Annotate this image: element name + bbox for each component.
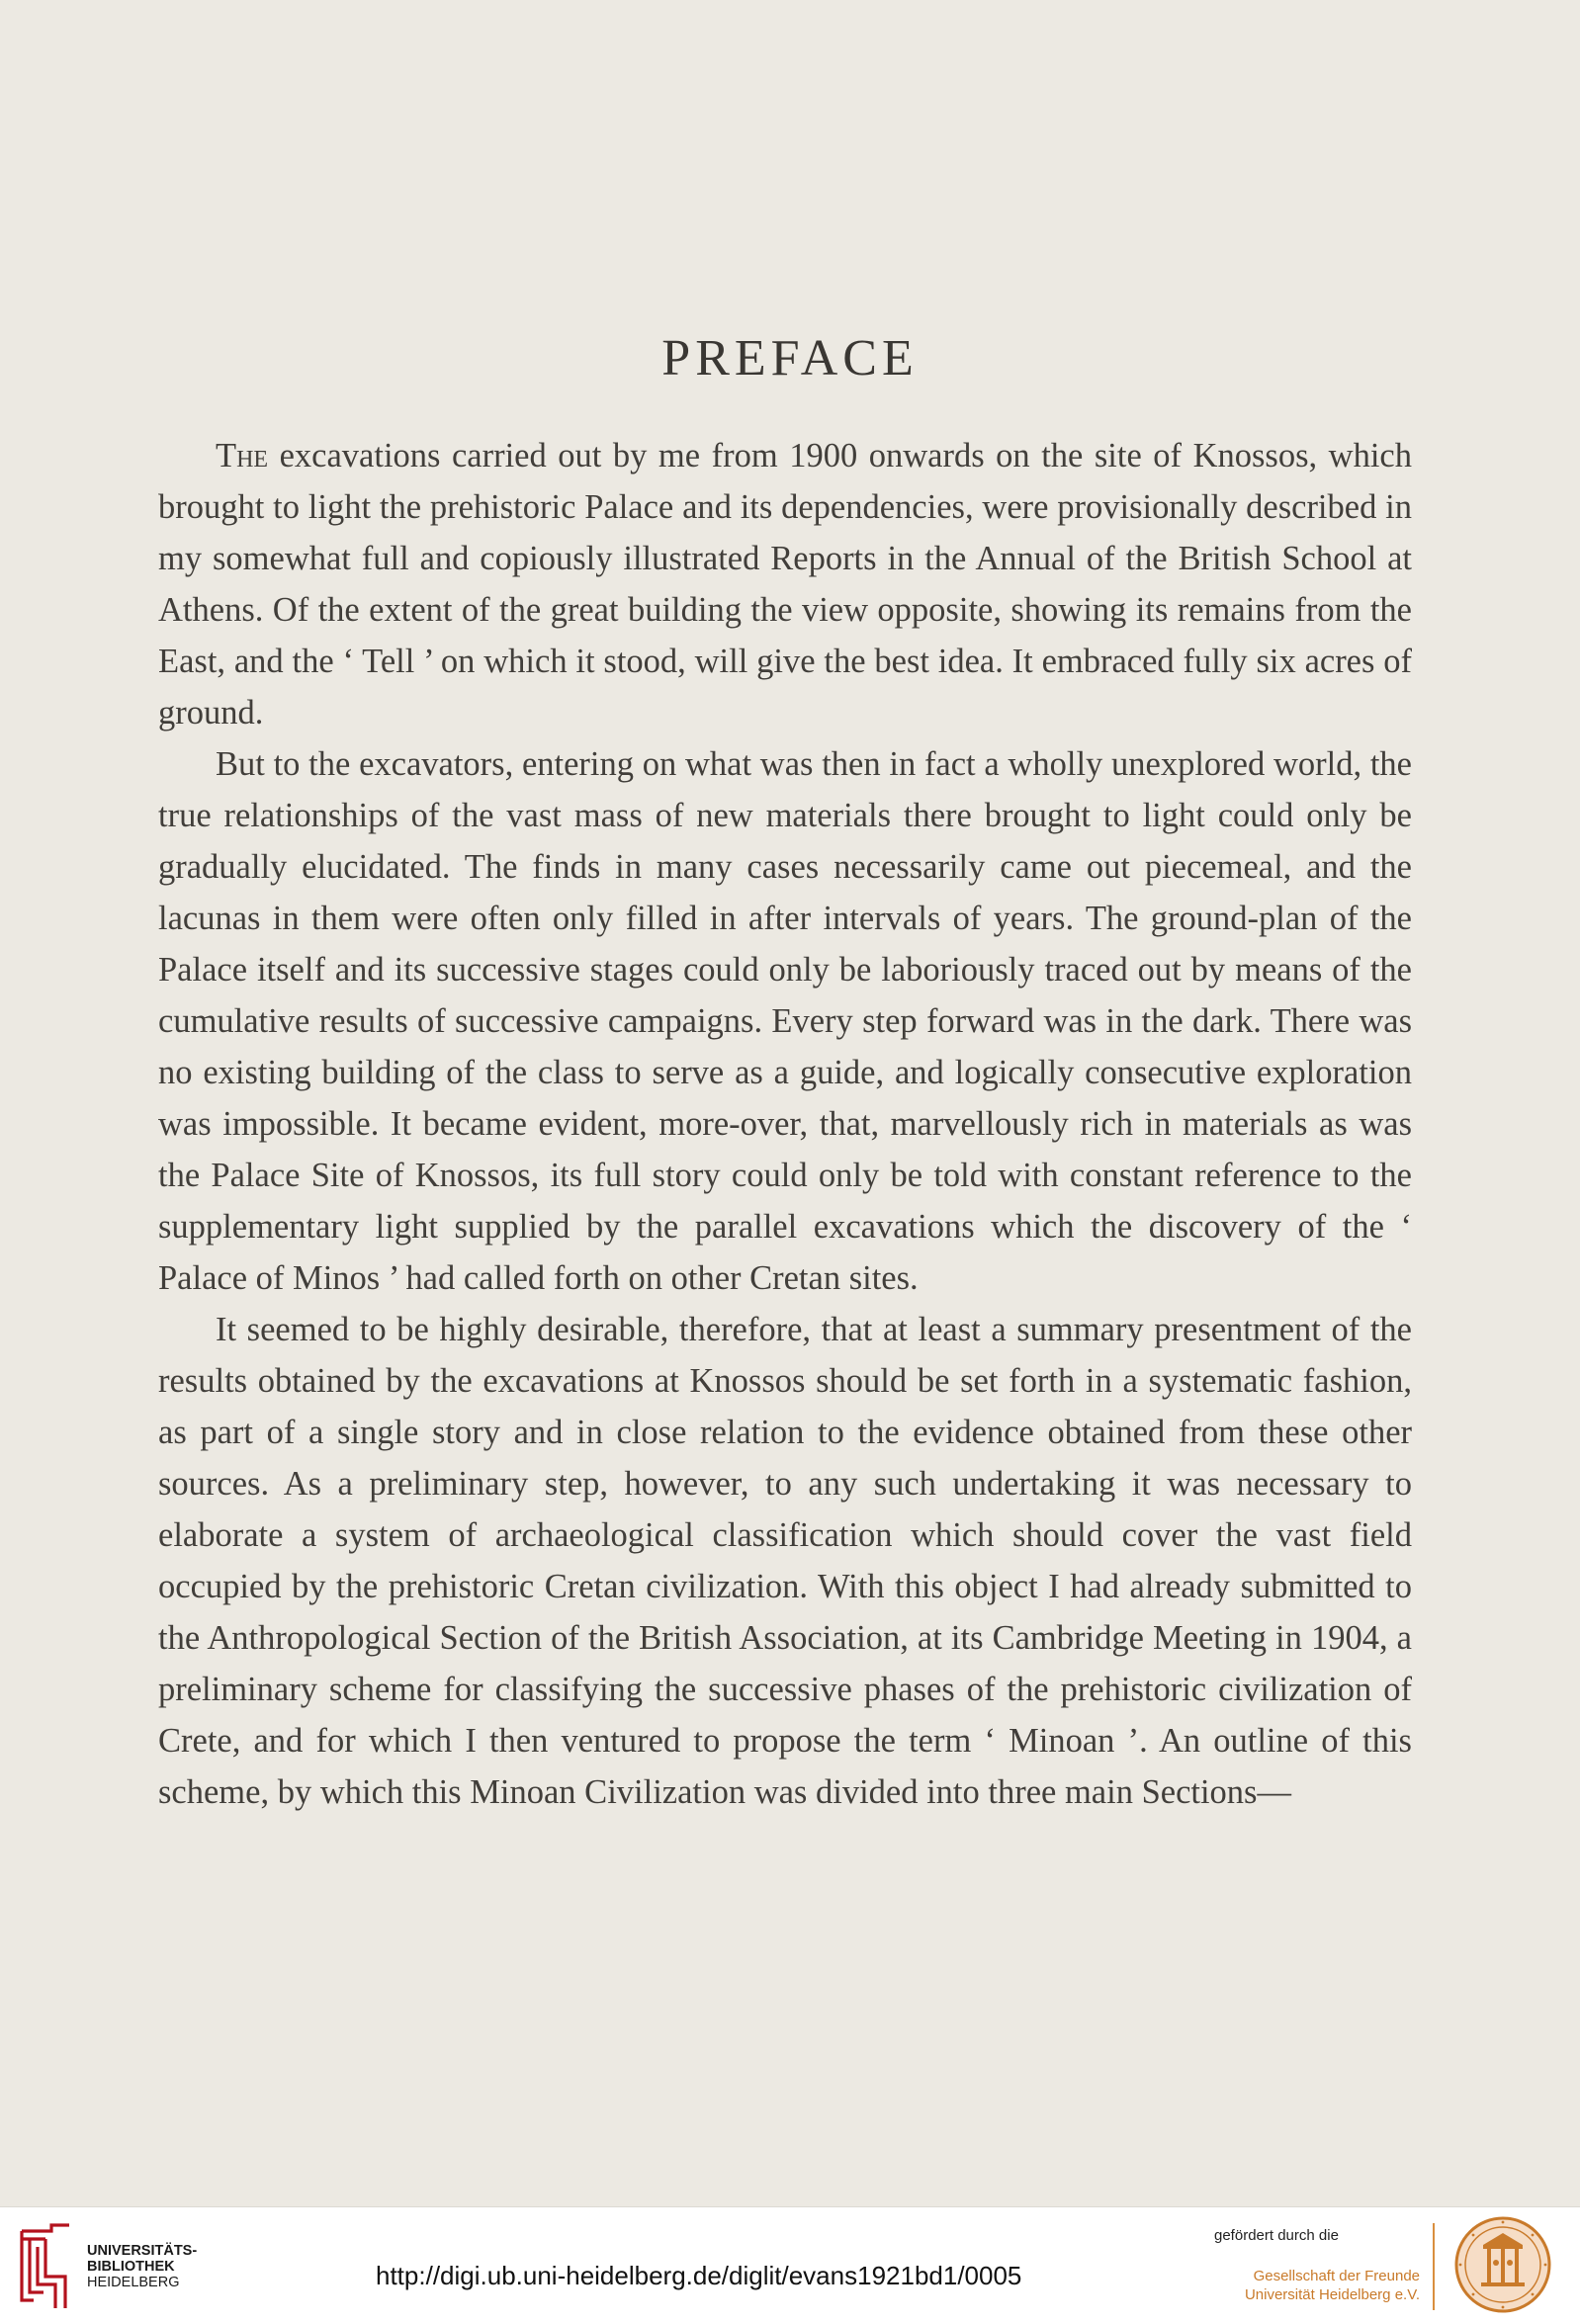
paragraph-text: excavations carried out by me from 1900 onwards on the site of Knossos, which brought to light the prehistoric Palace and its dependencies, were provisionally described in my somewhat full and copiously illustrated Reports in the Annual of the British School at Athens. Of the extent of the great building the view opposite, showing its remains from the East, and the ‘ Tell ’ on which it stood, will give the best idea. It embraced fully six acres of ground. [158, 437, 1412, 732]
sponsor-name-line: Gesellschaft der Freunde [1253, 2268, 1420, 2284]
paragraph-2 [158, 738, 1412, 1304]
library-name-line: UNIVERSITÄTS- [87, 2243, 198, 2259]
sponsor-name [1212, 2267, 1420, 2304]
digitization-footer [0, 2206, 1580, 2324]
library-name-line: BIBLIOTHEK [87, 2259, 175, 2275]
paragraph-lead-small-caps: The [216, 437, 269, 474]
library-name [87, 2243, 197, 2290]
permalink-url[interactable]: http://digi.ub.uni-heidelberg.de/diglit/evans1921bd1/0005 [376, 2261, 1022, 2290]
university-library-logo-icon [14, 2221, 75, 2310]
footer-divider [1433, 2223, 1435, 2310]
page-title: PREFACE [661, 330, 919, 387]
university-seal-icon [1453, 2215, 1552, 2314]
sponsor-label: gefördert durch die [1214, 2227, 1339, 2244]
paragraph-text: But to the excavators, entering on what was then in fact a wholly unexplored world, the true relationships of the vast mass of new materials there brought to light could only be gradually elucidated. The finds in many cases necessarily came out piecemeal, and the lacunas in them were often only filled in after intervals of years. The ground-plan of the Palace itself and its successive stages could only be laboriously traced out by means of the cumulative results of successive campaigns. Every step forward was in the dark. There was no existing building of the class to serve as a guide, and logically consecutive exploration was impossible. It became evident, more-over, that, marvellously rich in materials as was the Palace Site of Knossos, its full story could only be told with constant reference to the supplementary light supplied by the parallel excavations which the discovery of the ‘ Palace of Minos ’ had called forth on other Cretan sites. [158, 745, 1412, 1297]
paragraph-text: It seemed to be highly desirable, therefore, that at least a summary presentment of the results obtained by the excavations at Knossos should be set forth in a systematic fashion, as part of a single story and in close relation to the evidence obtained from these other sources. As a preliminary step, however, to any such undertaking it was necessary to elaborate a system of archaeological classification which should cover the vast field occupied by the prehistoric Cretan civilization. With this object I had already submitted to the Anthropological Section of the British Association, at its Cambridge Meeting in 1904, a preliminary scheme for classifying the successive phases of the prehistoric civilization of Crete, and for which I then ventured to propose the term ‘ Minoan ’. An outline of this scheme, by which this Minoan Civilization was divided into three main Sections— [158, 1311, 1412, 1811]
preface-body [158, 430, 1412, 1818]
paragraph-1 [158, 430, 1412, 738]
library-name-line: HEIDELBERG [87, 2275, 180, 2290]
paragraph-3 [158, 1304, 1412, 1818]
sponsor-name-line: Universität Heidelberg e.V. [1244, 2286, 1420, 2303]
